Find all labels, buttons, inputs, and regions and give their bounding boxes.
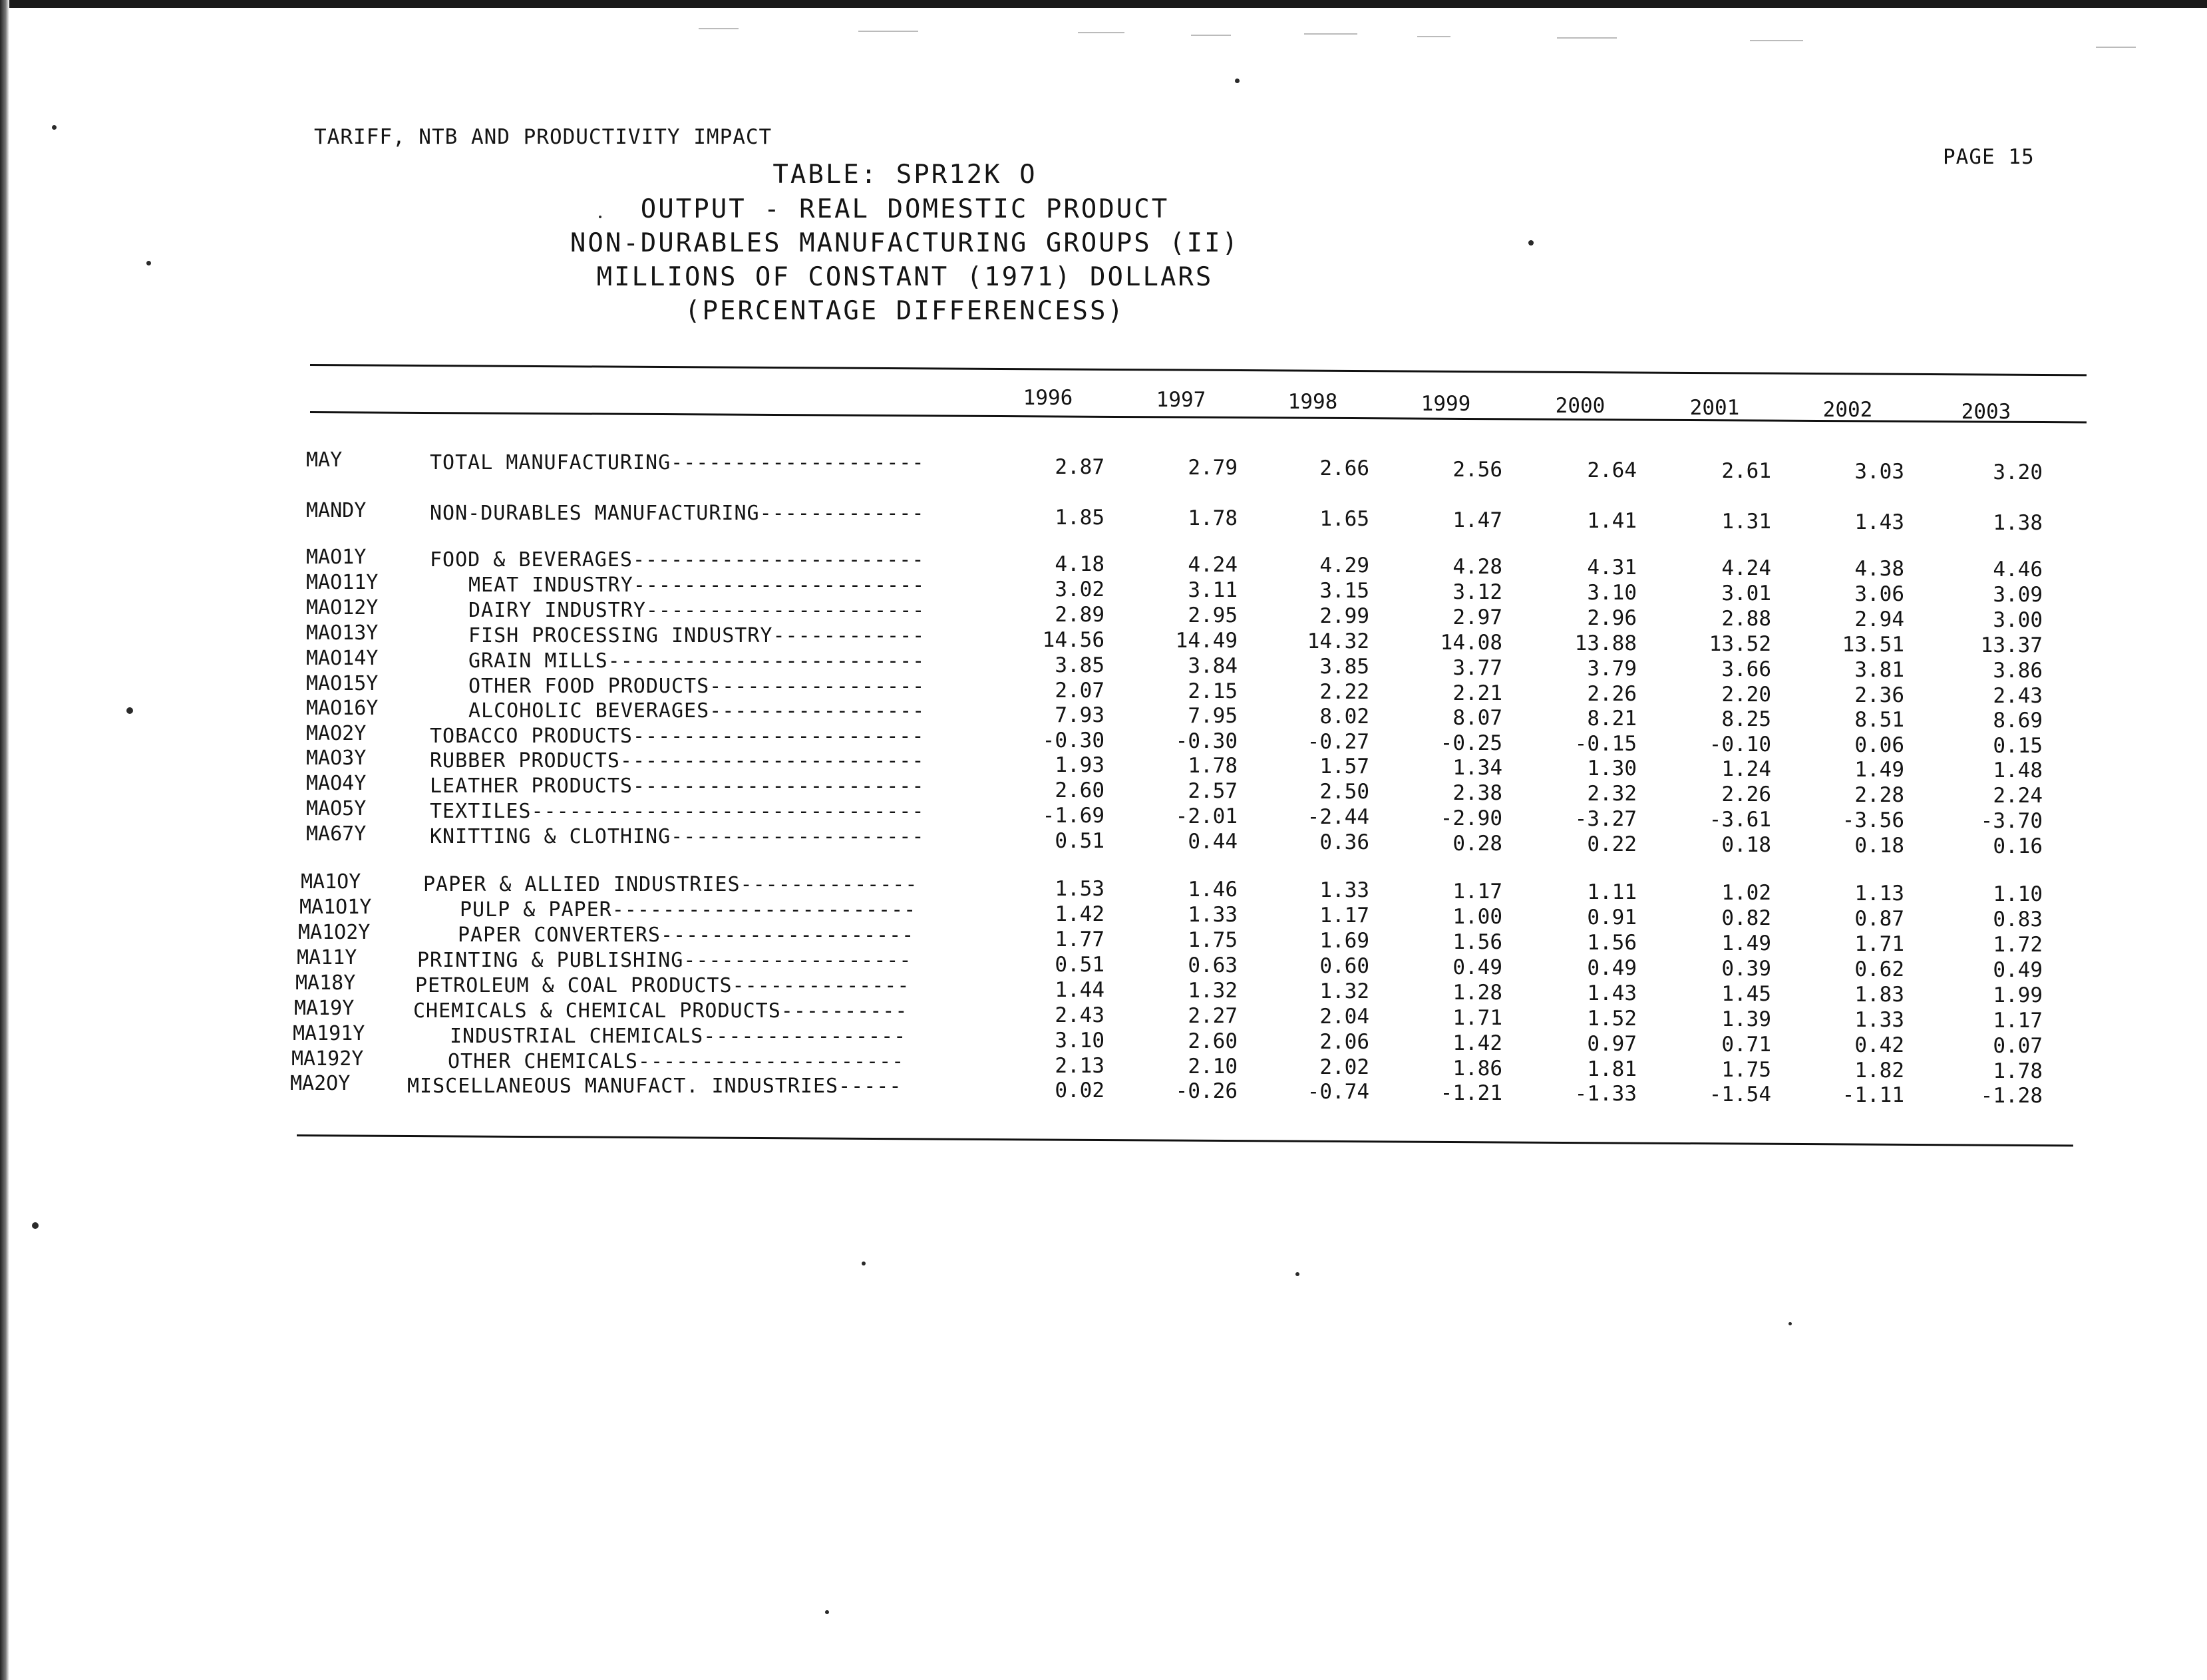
table-cell: 2.07 [1055, 679, 1104, 703]
table-cell: 3.84 [1188, 654, 1238, 679]
table-cell: -0.27 [1307, 730, 1369, 755]
table-cell: -2.01 [1175, 804, 1238, 829]
table-cell: -3.70 [1980, 809, 2043, 834]
table-cell: 3.20 [1993, 460, 2043, 485]
page-number: PAGE 15 [1943, 145, 2035, 169]
table-cell: 1.10 [1993, 882, 2043, 907]
table-cell: 3.86 [1993, 659, 2043, 683]
table-cell: -3.27 [1574, 806, 1637, 831]
table-cell: 1.78 [1993, 1059, 2043, 1084]
table-cell: 2.27 [1188, 1004, 1238, 1029]
table-cell: -0.10 [1709, 733, 1771, 756]
table-cell: 3.00 [1993, 608, 2043, 633]
table-cell: 0.06 [1854, 733, 1904, 758]
table-cell: 0.49 [1993, 958, 2043, 983]
row-label: TEXTILES------------------------------- [430, 800, 925, 823]
table-cell: 2.60 [1055, 778, 1104, 802]
row-label: INDUSTRIAL CHEMICALS---------------- [450, 1025, 907, 1048]
table-title: TABLE: SPR12K O [772, 160, 1037, 190]
table-cell: 2.64 [1587, 458, 1637, 482]
row-label: RUBBER PRODUCTS------------------------ [430, 749, 925, 772]
table-top-rule [310, 364, 2087, 376]
table-cell: 0.44 [1188, 830, 1238, 854]
table-cell: 2.96 [1587, 605, 1637, 630]
table-cell: 1.33 [1188, 903, 1238, 927]
table-cell: 4.29 [1319, 554, 1369, 578]
table-cell: 2.97 [1452, 605, 1502, 629]
row-label: PAPER CONVERTERS-------------------- [458, 924, 915, 947]
table-cell: 4.38 [1854, 557, 1904, 582]
table-cell: -1.21 [1440, 1081, 1502, 1105]
table-cell: 2.20 [1721, 683, 1771, 707]
table-cell: 0.18 [1721, 833, 1771, 857]
table-cell: 1.13 [1854, 882, 1904, 906]
table-cell: 8.51 [1854, 708, 1904, 733]
table-cell: 0.87 [1854, 907, 1904, 931]
scan-edge-top [0, 0, 2207, 8]
table-cell: 0.63 [1188, 953, 1238, 978]
table-cell: 1.34 [1452, 755, 1502, 780]
table-cell: 3.11 [1188, 578, 1238, 603]
table-cell: -1.33 [1574, 1081, 1637, 1106]
row-code: MA2OY [290, 1072, 351, 1095]
table-cell: 1.17 [1452, 879, 1502, 904]
table-cell: 2.50 [1319, 780, 1369, 804]
table-cell: 4.24 [1721, 556, 1771, 580]
table-cell: 0.28 [1452, 831, 1502, 856]
table-cell: 1.47 [1452, 508, 1502, 532]
table-cell: 7.95 [1188, 704, 1238, 729]
table-cell: 13.88 [1574, 631, 1637, 655]
speck [825, 1610, 829, 1614]
table-cell: 0.62 [1854, 957, 1904, 982]
row-code: MA192Y [291, 1047, 364, 1071]
row-code: MAO13Y [306, 621, 379, 645]
table-cell: 1.85 [1055, 506, 1104, 530]
row-code: MAO15Y [306, 672, 379, 695]
table-cell: 1.31 [1721, 510, 1771, 534]
table-cell: 0.82 [1721, 906, 1771, 930]
table-cell: 2.32 [1587, 781, 1637, 806]
table-cell: 1.49 [1854, 758, 1904, 782]
table-cell: 1.43 [1587, 981, 1637, 1005]
table-cell: 8.02 [1319, 705, 1369, 729]
table-cell: 2.43 [1993, 684, 2043, 709]
table-cell: 3.10 [1055, 1029, 1104, 1053]
table-cell: 1.71 [1854, 932, 1904, 957]
table-cell: 3.09 [1993, 583, 2043, 607]
table-cell: 2.94 [1854, 607, 1904, 632]
table-cell: 0.71 [1721, 1033, 1771, 1057]
row-label: FISH PROCESSING INDUSTRY------------ [468, 624, 926, 647]
table-cell: 2.56 [1452, 457, 1502, 482]
table-cell: 2.88 [1721, 607, 1771, 631]
scan-smudge [1078, 32, 1124, 33]
table-cell: 2.04 [1319, 1005, 1369, 1029]
row-label: PULP & PAPER------------------------ [460, 898, 917, 922]
table-cell: 1.33 [1319, 878, 1369, 903]
table-subtitle: NON-DURABLES MANUFACTURING GROUPS (II) [570, 228, 1240, 258]
row-code: MAO2Y [306, 722, 367, 745]
table-cell: 4.46 [1993, 558, 2043, 582]
table-cell: 1.11 [1587, 880, 1637, 904]
table-cell: 8.25 [1721, 707, 1771, 731]
speck [52, 125, 57, 130]
row-code: MANDY [306, 499, 367, 522]
row-code: MAO11Y [306, 571, 379, 594]
table-cell: 3.66 [1721, 657, 1771, 681]
table-cell: 3.03 [1854, 460, 1904, 484]
table-cell: -0.30 [1175, 729, 1238, 754]
table-cell: 0.91 [1587, 905, 1637, 929]
table-cell: 3.02 [1055, 578, 1104, 601]
row-code: MAO14Y [306, 647, 379, 670]
table-cell: 1.86 [1452, 1056, 1502, 1081]
table-cell: -2.44 [1307, 805, 1369, 830]
row-label: FOOD & BEVERAGES----------------------- [430, 548, 925, 572]
table-cell: 1.48 [1993, 758, 2043, 783]
table-cell: 1.78 [1188, 506, 1238, 531]
table-cell: 13.52 [1709, 632, 1771, 656]
table-cell: 4.31 [1587, 555, 1637, 580]
table-cell: 1.52 [1587, 1006, 1637, 1031]
table-cell: 13.37 [1980, 633, 2043, 658]
table-cell: 2.60 [1188, 1029, 1238, 1054]
table-cell: 3.85 [1055, 653, 1104, 677]
row-label: KNITTING & CLOTHING-------------------- [430, 825, 925, 848]
speck [32, 1222, 39, 1229]
year-header: 1998 [1287, 390, 1338, 414]
table-cell: 2.66 [1319, 456, 1369, 481]
table-cell: 8.69 [1993, 709, 2043, 733]
scan-smudge [1191, 35, 1231, 36]
table-cell: 2.43 [1055, 1003, 1104, 1027]
row-label: OTHER CHEMICALS--------------------- [448, 1050, 905, 1073]
table-cell: 14.32 [1307, 629, 1369, 654]
table-cell: -3.56 [1842, 808, 1904, 833]
table-cell: 0.16 [1993, 834, 2043, 859]
speck [1235, 79, 1240, 83]
table-cell: 0.36 [1319, 830, 1369, 855]
scan-edge-left [0, 0, 9, 1680]
table-bottom-rule [297, 1134, 2073, 1146]
table-cell: 0.22 [1587, 832, 1637, 856]
table-cell: 2.24 [1993, 784, 2043, 808]
table-cell: 1.46 [1188, 878, 1238, 902]
row-label: ALCOHOLIC BEVERAGES----------------- [468, 699, 926, 723]
table-cell: 0.97 [1587, 1031, 1637, 1056]
table-cell: 0.51 [1055, 953, 1104, 977]
row-code: MAO3Y [306, 747, 367, 770]
table-cell: 2.57 [1188, 779, 1238, 804]
table-cell: 2.13 [1055, 1054, 1104, 1078]
table-cell: 2.02 [1319, 1055, 1369, 1080]
row-code: MA19Y [294, 997, 355, 1020]
table-cell: 1.30 [1587, 756, 1637, 780]
table-cell: -0.15 [1574, 731, 1637, 756]
table-cell: 1.17 [1319, 904, 1369, 928]
table-cell: 0.02 [1055, 1079, 1104, 1102]
row-label: PETROLEUM & COAL PRODUCTS-------------- [415, 974, 910, 997]
table-cell: 2.22 [1319, 680, 1369, 705]
table-cell: 1.78 [1188, 754, 1238, 778]
year-header: 2001 [1689, 396, 1740, 420]
table-cell: 0.83 [1993, 908, 2043, 932]
table-cell: 1.38 [1993, 511, 2043, 536]
table-cell: 3.77 [1452, 655, 1502, 680]
row-label: MEAT INDUSTRY----------------------- [468, 574, 926, 597]
table-cell: 2.28 [1854, 783, 1904, 808]
table-cell: 1.83 [1854, 983, 1904, 1007]
row-label: TOBACCO PRODUCTS----------------------- [430, 725, 925, 748]
table-cell: 1.77 [1055, 927, 1104, 951]
row-label: PRINTING & PUBLISHING------------------ [417, 949, 912, 972]
row-label: PAPER & ALLIED INDUSTRIES-------------- [423, 873, 918, 896]
table-cell: 1.82 [1854, 1059, 1904, 1083]
table-subtitle: MILLIONS OF CONSTANT (1971) DOLLARS [596, 262, 1214, 292]
table-cell: 1.43 [1854, 510, 1904, 535]
table-cell: 2.61 [1721, 459, 1771, 483]
table-cell: 4.18 [1055, 552, 1104, 576]
scan-smudge [1557, 37, 1617, 39]
speck [1528, 240, 1534, 246]
row-code: MAO12Y [306, 596, 379, 619]
row-code: MA67Y [306, 822, 367, 846]
table-cell: 0.42 [1854, 1033, 1904, 1058]
speck [862, 1261, 866, 1265]
table-cell: 1.32 [1188, 979, 1238, 1003]
table-cell: 1.32 [1319, 979, 1369, 1004]
table-cell: 1.99 [1993, 983, 2043, 1008]
table-cell: -0.25 [1440, 731, 1502, 755]
table-cell: -1.28 [1980, 1084, 2043, 1108]
year-header: 2003 [1961, 400, 2011, 424]
table-cell: 1.00 [1452, 904, 1502, 929]
table-cell: 1.45 [1721, 982, 1771, 1006]
row-label: MISCELLANEOUS MANUFACT. INDUSTRIES----- [407, 1075, 902, 1098]
table-cell: 3.10 [1587, 580, 1637, 605]
row-label: OTHER FOOD PRODUCTS----------------- [468, 675, 926, 698]
table-cell: 8.21 [1587, 706, 1637, 731]
table-cell: 8.07 [1452, 705, 1502, 730]
table-cell: 1.24 [1721, 757, 1771, 781]
scan-smudge [858, 31, 918, 32]
table-cell: 1.75 [1721, 1058, 1771, 1082]
table-cell: 13.51 [1842, 633, 1904, 657]
table-cell: 3.01 [1721, 582, 1771, 605]
table-cell: -1.69 [1042, 804, 1104, 828]
table-cell: 3.12 [1452, 580, 1502, 604]
document-heading: TARIFF, NTB AND PRODUCTIVITY IMPACT [314, 125, 772, 149]
table-cell: 0.18 [1854, 834, 1904, 858]
table-cell: 0.51 [1055, 829, 1104, 853]
row-code: MA18Y [295, 971, 356, 995]
table-cell: 2.21 [1452, 681, 1502, 705]
speck [146, 261, 151, 265]
scan-smudge [1750, 40, 1803, 41]
table-cell: 3.81 [1854, 658, 1904, 683]
year-header: 1997 [1156, 388, 1206, 412]
table-cell: 14.56 [1042, 628, 1104, 652]
table-cell: -0.30 [1042, 729, 1104, 753]
row-code: MAY [306, 448, 343, 472]
table-cell: 1.75 [1188, 928, 1238, 953]
speck [1788, 1322, 1792, 1325]
scan-smudge [2096, 47, 2136, 48]
table-cell: 1.28 [1452, 980, 1502, 1005]
scan-smudge [1417, 36, 1450, 37]
table-cell: 1.42 [1055, 902, 1104, 926]
table-cell: -0.26 [1175, 1079, 1238, 1104]
row-code: MA1OY [301, 870, 361, 894]
table-cell: 0.60 [1319, 954, 1369, 979]
table-cell: -0.74 [1307, 1080, 1369, 1104]
table-cell: 1.69 [1319, 929, 1369, 953]
table-cell: 4.24 [1188, 553, 1238, 578]
table-cell: 0.49 [1452, 955, 1502, 979]
table-cell: 1.57 [1319, 755, 1369, 779]
table-cell: 2.26 [1721, 782, 1771, 806]
table-cell: 14.08 [1440, 630, 1502, 655]
table-cell: -1.11 [1842, 1083, 1904, 1108]
table-cell: 2.79 [1188, 456, 1238, 480]
table-cell: 2.26 [1587, 681, 1637, 706]
row-label: TOTAL MANUFACTURING-------------------- [430, 451, 925, 474]
table-cell: 3.85 [1319, 655, 1369, 679]
table-cell: 2.95 [1188, 603, 1238, 628]
table-cell: 2.87 [1055, 455, 1104, 479]
table-cell: 7.93 [1055, 703, 1104, 727]
table-cell: 2.15 [1188, 679, 1238, 704]
speck [1295, 1272, 1299, 1276]
table-subtitle: OUTPUT - REAL DOMESTIC PRODUCT [640, 194, 1170, 224]
row-label: LEATHER PRODUCTS----------------------- [430, 774, 925, 798]
table-cell: -1.54 [1709, 1083, 1771, 1106]
table-cell: 2.89 [1055, 603, 1104, 627]
row-label: DAIRY INDUSTRY---------------------- [468, 599, 926, 622]
table-cell: 1.33 [1854, 1008, 1904, 1033]
table-cell: 1.49 [1721, 931, 1771, 955]
table-cell: 1.53 [1055, 877, 1104, 901]
table-cell: 1.65 [1319, 507, 1369, 532]
row-label: NON-DURABLES MANUFACTURING------------- [430, 502, 925, 525]
row-label: GRAIN MILLS------------------------- [468, 649, 926, 673]
table-cell: 1.93 [1055, 753, 1104, 777]
table-cell: 0.49 [1587, 955, 1637, 980]
table-cell: 3.79 [1587, 656, 1637, 681]
row-code: MA1O1Y [299, 896, 372, 919]
year-header: 2002 [1822, 398, 1873, 422]
table-cell: 2.10 [1188, 1055, 1238, 1079]
row-code: MAO5Y [306, 797, 367, 820]
table-cell: 1.42 [1452, 1031, 1502, 1055]
speck [126, 707, 133, 714]
row-code: MA11Y [297, 946, 357, 969]
table-cell: 1.71 [1452, 1005, 1502, 1030]
table-cell: 0.39 [1721, 957, 1771, 981]
scan-smudge [1304, 33, 1357, 35]
scan-smudge [699, 28, 739, 29]
table-cell: 1.56 [1452, 929, 1502, 954]
table-cell: 3.15 [1319, 579, 1369, 603]
table-cell: 2.06 [1319, 1030, 1369, 1055]
row-code: MAO16Y [306, 697, 379, 720]
table-cell: 1.56 [1587, 930, 1637, 955]
table-cell: -3.61 [1709, 808, 1771, 832]
year-header: 1999 [1421, 392, 1471, 416]
year-header: 1996 [1023, 386, 1073, 410]
table-cell: 1.81 [1587, 1057, 1637, 1081]
table-cell: 1.17 [1993, 1009, 2043, 1033]
table-cell: 1.44 [1055, 978, 1104, 1002]
table-cell: 1.41 [1587, 508, 1637, 533]
table-cell: 3.06 [1854, 582, 1904, 607]
table-subtitle: (PERCENTAGE DIFFERENCESS) [685, 296, 1125, 326]
year-header: 2000 [1555, 394, 1606, 418]
table-cell: 0.07 [1993, 1034, 2043, 1059]
table-cell: 14.49 [1175, 629, 1238, 653]
table-cell: 0.15 [1993, 734, 2043, 758]
table-cell: 1.02 [1721, 881, 1771, 905]
row-label: CHEMICALS & CHEMICAL PRODUCTS---------- [413, 999, 908, 1023]
table-cell: 2.38 [1452, 780, 1502, 805]
table-cell: 1.72 [1993, 933, 2043, 957]
table-cell: 4.28 [1452, 554, 1502, 579]
row-code: MAO1Y [306, 546, 367, 569]
row-code: MAO4Y [306, 772, 367, 795]
table-cell: 1.39 [1721, 1007, 1771, 1031]
table-cell: -2.90 [1440, 806, 1502, 830]
table-cell: 2.36 [1854, 683, 1904, 708]
table-cell: 2.99 [1319, 604, 1369, 629]
row-code: MA191Y [293, 1022, 365, 1045]
row-code: MA1O2Y [298, 921, 371, 944]
